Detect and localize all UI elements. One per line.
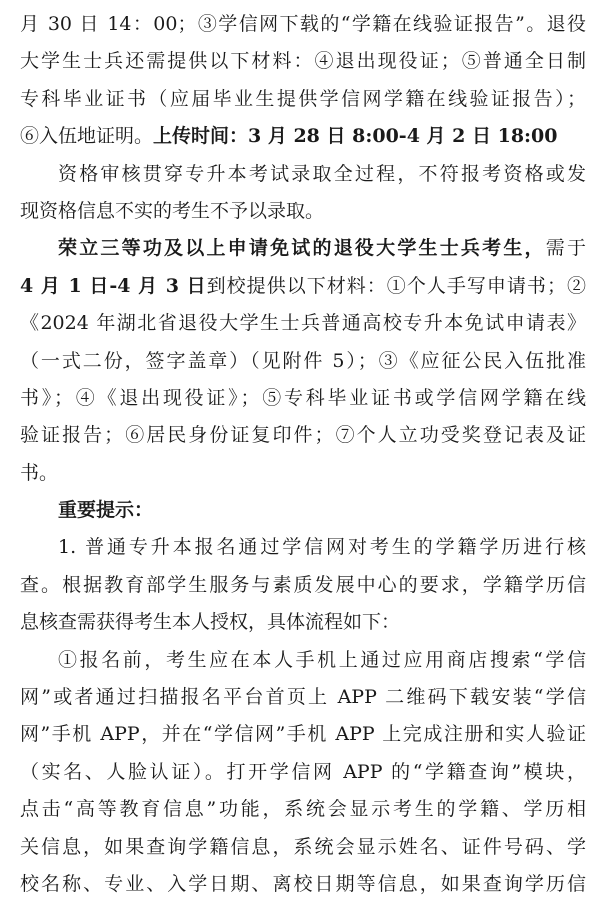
text-line: 点击“高等教育信息”功能，系统会显示考生的学籍、学历相 (20, 798, 586, 821)
exempt-heading: 荣立三等功及以上申请免试的退役大学生士兵考生， (58, 237, 546, 260)
upload-time: 上传时间：3 月 28 日 8:00-4 月 2 日 18:00 (153, 125, 558, 148)
text-line: 1. 普通专升本报名通过学信网对考生的学籍学历进行核 (58, 536, 586, 559)
text-line: 专科毕业证书（应届毕业生提供学信网学籍在线验证报告）； (20, 87, 586, 110)
text-line: 关信息，如果查询学籍信息，系统会显示姓名、证件号码、学 (20, 835, 586, 858)
text-line: 网”或者通过扫描报名平台首页上 APP 二维码下载安装“学信 (20, 686, 586, 709)
text-line: 验证报告；⑥居民身份证复印件；⑦个人立功受奖登记表及证 (20, 424, 586, 447)
text-line: 书》；④《退出现役证》；⑤专科毕业证书或学信网学籍在线 (20, 386, 586, 409)
text-line: （一式二份，签字盖章）（见附件 5）；③《应征公民入伍批准 (20, 349, 586, 372)
text-line (20, 118, 586, 155)
text-line (20, 230, 586, 267)
text-span: 需于 (545, 237, 586, 260)
text-line: 息核查需获得考生本人授权，具体流程如下： (20, 611, 401, 634)
text-line: 现资格信息不实的考生不予以录取。 (20, 199, 325, 222)
text-line: 月 30 日 14：00；③学信网下载的“学籍在线验证报告”。退役 (20, 13, 586, 35)
text-line: 资格审核贯穿专升本考试录取全过程，不符报考资格或发 (58, 162, 586, 185)
text-span: ⑥入伍地证明。 (20, 125, 154, 148)
text-line: 查。根据教育部学生服务与素质发展中心的要求，学籍学历信 (20, 573, 586, 596)
text-line: 书。 (20, 461, 59, 484)
exempt-date: 4 月 1 日-4 月 3 日 (20, 274, 207, 297)
text-line: 校名称、专业、入学日期、离校日期等信息，如果查询学历信 (20, 872, 586, 895)
text-line: 大学生士兵还需提供以下材料：④退出现役证；⑤普通全日制 (20, 50, 586, 73)
text-line: 网”手机 APP，并在“学信网”手机 APP 上完成注册和实人验证 (20, 723, 586, 746)
important-notes-heading: 重要提示： (58, 499, 154, 522)
text-line: （实名、人脸认证）。打开学信网 APP 的“学籍查询”模块， (20, 760, 586, 783)
text-line: ①报名前，考生应在本人手机上通过应用商店搜索“学信 (58, 648, 586, 671)
text-span: 到校提供以下材料：①个人手写申请书；② (206, 274, 586, 297)
text-line: 《2024 年湖北省退役大学生士兵普通高校专升本免试申请表》 (20, 312, 586, 335)
text-line (20, 268, 586, 305)
